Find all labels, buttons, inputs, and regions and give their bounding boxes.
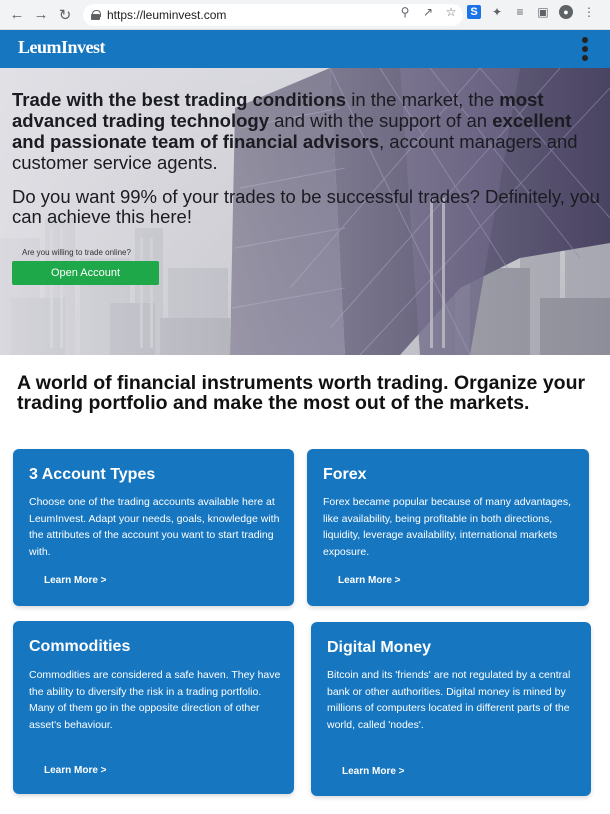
url-text: https://leuminvest.com — [107, 7, 227, 22]
extensions-puzzle-icon[interactable]: ✦ — [491, 5, 503, 19]
forward-arrow-icon[interactable]: → — [33, 6, 49, 23]
learn-more-link[interactable]: Learn More > — [338, 575, 401, 586]
card-account-types — [13, 449, 294, 606]
side-panel-icon[interactable]: ▣ — [537, 5, 549, 19]
learn-more-link[interactable]: Learn More > — [44, 575, 107, 586]
card-title: 3 Account Types — [29, 466, 156, 483]
browser-toolbar — [0, 0, 610, 30]
hero-prompt: Are you willing to trade online? — [22, 248, 131, 257]
zoom-icon[interactable]: ⚲ — [400, 5, 410, 19]
card-commodities — [13, 621, 294, 794]
card-text: Bitcoin and its 'friends' are not regulated by a central bank or other authorities. Digital money is mined by millions of computers located in different parts of the world, called 'nodes'. — [327, 669, 571, 731]
reload-icon[interactable]: ↻ — [58, 6, 72, 24]
card-title: Forex — [323, 466, 367, 483]
learn-more-link[interactable]: Learn More > — [342, 766, 405, 777]
learn-more-link[interactable]: Learn More > — [44, 765, 107, 776]
extension-s-icon[interactable]: S — [467, 5, 481, 19]
bookmark-star-icon[interactable]: ☆ — [445, 5, 457, 19]
back-arrow-icon[interactable]: ← — [9, 6, 25, 23]
card-title: Commodities — [29, 638, 131, 655]
menu-dots-icon[interactable] — [582, 37, 588, 61]
hero-question: Do you want 99% of your trades to be successful trades? Definitely, you can achieve this here! — [12, 186, 600, 227]
card-text: Forex became popular because of many advantages, like availability, being profitable in both directions, liquidity, leverage availability, international markets exposure. — [323, 496, 572, 558]
section-title: A world of financial instruments worth trading. Organize your trading portfolio and make the most out of the markets. — [17, 372, 586, 414]
lock-icon — [91, 10, 100, 20]
site-logo[interactable]: LeumInvest — [18, 37, 106, 57]
profile-avatar-icon[interactable]: ● — [559, 5, 573, 19]
card-title: Digital Money — [327, 639, 432, 656]
site-header — [0, 30, 610, 68]
share-icon[interactable]: ↗ — [422, 5, 434, 19]
card-digital-money — [311, 622, 591, 796]
card-text: Commodities are considered a safe haven. They have the ability to diversify the risk in a trading portfolio. Many of them go in the opposite direction of other asset's behaviour. — [29, 669, 281, 731]
hero-headline: Trade with the best trading conditions in the market, the most advanced trading technology and with the support of an excellent and passionate team of financial advisors, account managers and customer service agents. — [12, 89, 578, 173]
open-account-button[interactable]: Open Account — [12, 261, 159, 285]
media-queue-icon[interactable]: ≡ — [516, 5, 524, 19]
hero-banner — [0, 68, 610, 355]
card-forex — [307, 449, 589, 606]
card-text: Choose one of the trading accounts available here at LeumInvest. Adapt your needs, goals, knowledge with the attributes of the account you want to start trading with. — [29, 496, 280, 558]
browser-menu-icon[interactable]: ⋮ — [583, 5, 595, 19]
